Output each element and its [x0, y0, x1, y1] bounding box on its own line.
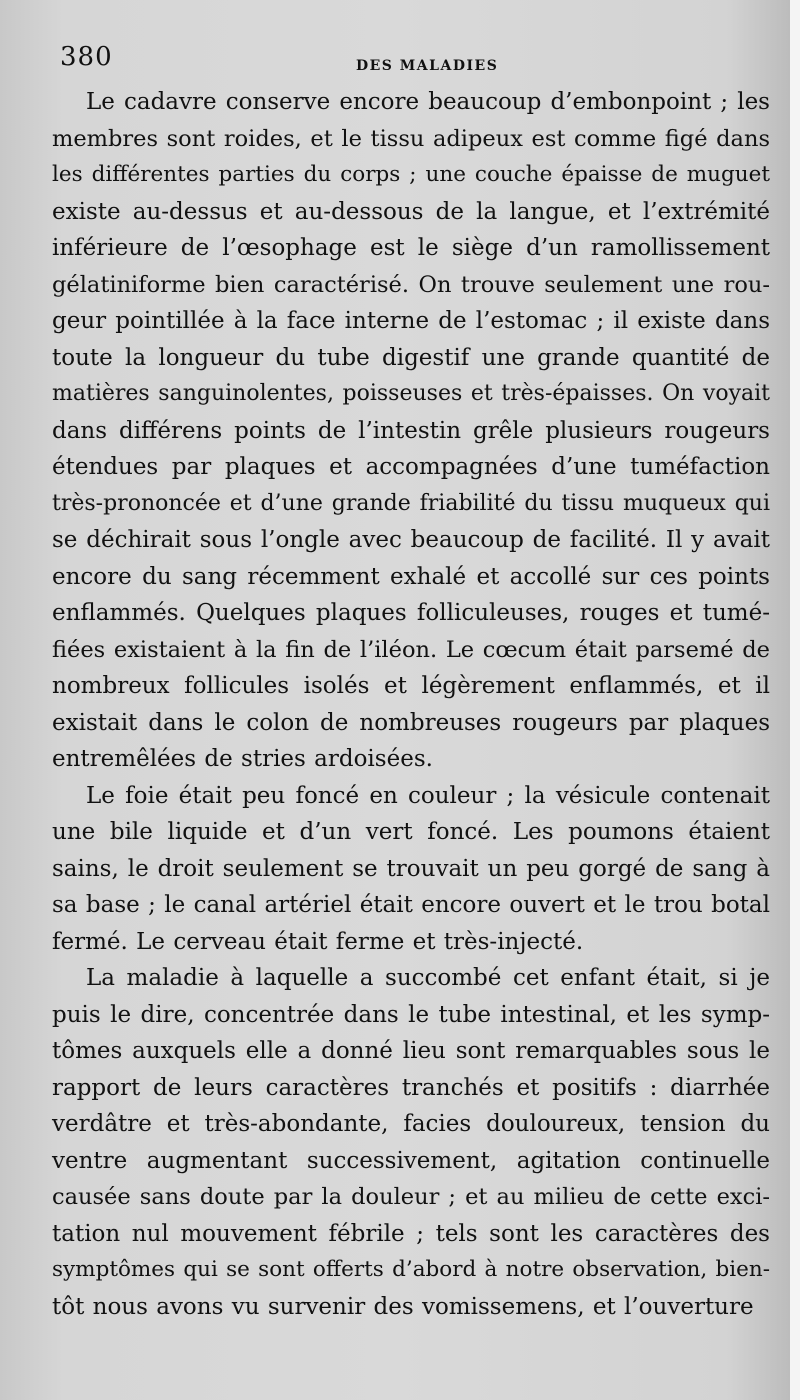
- text-line: tôt nous avons vu survenir des vomissemens, et l’ouverture: [52, 1293, 754, 1320]
- text-line: étendues par plaques et accompagnées d’une tuméfaction: [52, 454, 770, 480]
- paragraph: [52, 960, 770, 1325]
- text-line: geur pointillée à la face interne de l’estomac ; il existe dans: [52, 308, 770, 334]
- body-text: [52, 84, 770, 1325]
- text-line: tation nul mouvement fébrile ; tels sont les caractères des: [52, 1220, 770, 1247]
- text-line: toute la longueur du tube digestif une grande quantité de: [52, 344, 770, 371]
- text-line: nombreux follicules isolés et légèrement enflammés, et il: [52, 673, 770, 699]
- page-edge: [790, 0, 800, 1400]
- text-line: inférieure de l’œsophage est le siège d’un ramollissement: [52, 235, 770, 261]
- text-line: sa base ; le canal artériel était encore ouvert et le trou botal: [52, 892, 770, 918]
- text-line: verdâtre et très-abondante, facies douloureux, tension du: [52, 1111, 770, 1137]
- text-line: les différentes parties du corps ; une couche épaisse de muguet: [52, 162, 770, 187]
- page-number: 380: [60, 42, 113, 72]
- running-head: DES MALADIES: [356, 58, 499, 74]
- text-line: une bile liquide et d’un vert foncé. Les poumons étaient: [52, 819, 770, 845]
- text-line: gélatiniforme bien caractérisé. On trouve seulement une rou-: [52, 271, 770, 298]
- text-line: tômes auxquels elle a donné lieu sont remarquables sous le: [52, 1038, 770, 1064]
- text-line: se déchirait sous l’ongle avec beaucoup de facilité. Il y avait: [52, 527, 770, 553]
- text-line: existe au-dessus et au-dessous de la langue, et l’extrémité: [52, 198, 770, 225]
- text-line: rapport de leurs caractères tranchés et positifs : diarrhée: [52, 1074, 770, 1101]
- text-line: symptômes qui se sont offerts d’abord à notre observation, bien-: [52, 1257, 770, 1282]
- text-line: très-prononcée et d’une grande friabilité du tissu muqueux qui: [52, 490, 770, 516]
- text-line: fermé. Le cerveau était ferme et très-injecté.: [52, 928, 584, 955]
- text-line: fiées existaient à la fin de l’iléon. Le cœcum était parsemé de: [52, 636, 770, 663]
- text-line: entremêlées de stries ardoisées.: [52, 746, 433, 772]
- paragraph: [52, 84, 770, 778]
- text-line: enflammés. Quelques plaques folliculeuses, rouges et tumé-: [52, 600, 770, 626]
- paragraph: [52, 778, 770, 961]
- text-line: existait dans le colon de nombreuses rougeurs par plaques: [52, 709, 770, 736]
- text-line: dans différens points de l’intestin grêle plusieurs rougeurs: [52, 417, 770, 444]
- text-line: Le cadavre conserve encore beaucoup d’embonpoint ; les: [86, 89, 770, 115]
- text-line: membres sont roides, et le tissu adipeux est comme figé dans: [52, 125, 770, 152]
- text-line: sains, le droit seulement se trouvait un peu gorgé de sang à: [52, 855, 770, 882]
- text-line: causée sans doute par la douleur ; et au milieu de cette exci-: [52, 1184, 770, 1210]
- text-line: encore du sang récemment exhalé et accollé sur ces points: [52, 563, 770, 590]
- text-line: matières sanguinolentes, poisseuses et très-épaisses. On voyait: [52, 381, 770, 406]
- text-line: Le foie était peu foncé en couleur ; la vésicule contenait: [86, 782, 770, 809]
- text-line: puis le dire, concentrée dans le tube intestinal, et les symp-: [52, 1001, 770, 1028]
- text-line: ventre augmentant successivement, agitation continuelle: [52, 1147, 770, 1174]
- text-line: La maladie à laquelle a succombé cet enfant était, si je: [86, 965, 770, 991]
